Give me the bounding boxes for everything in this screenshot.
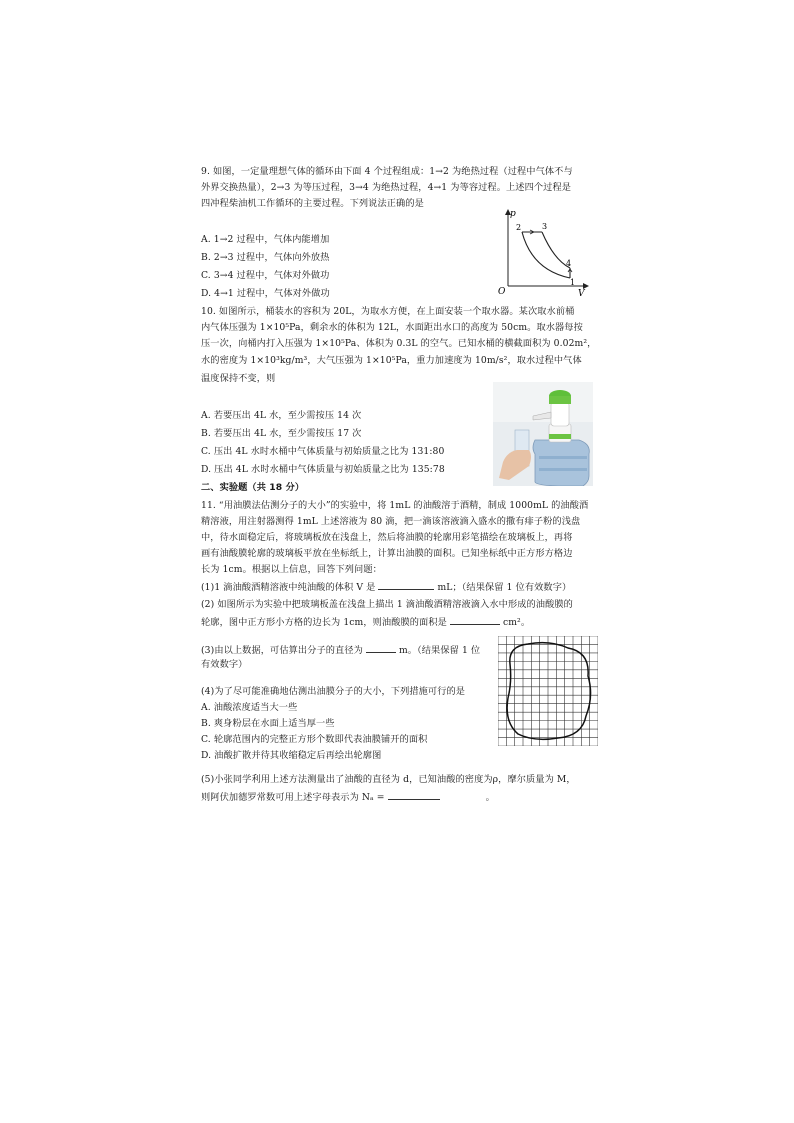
q10-option-a: A. 若要压出 4L 水，至少需按压 14 次 bbox=[201, 410, 362, 421]
q11-sub2-line-1: (2) 如图所示为实验中把玻璃板盖在浅盘上描出 1 滴油酸酒精溶液滴入水中形成的油酸膜的 bbox=[201, 599, 573, 610]
q11-sub4-stem: (4)为了尽可能准确地估测出油膜分子的大小，下列措施可行的是 bbox=[201, 686, 466, 697]
process-1-2 bbox=[522, 232, 570, 278]
q11-stem-line-1: 11. “用油膜法估测分子的大小”的实验中，将 1mL 的油酸溶于酒精，制成 1000mL 的油酸酒 bbox=[201, 500, 589, 511]
q11-sub5-text: 则阿伏加德罗常数可用上述字母表示为 Nₐ = bbox=[201, 792, 385, 803]
q11-sub1-blank[interactable] bbox=[378, 580, 434, 590]
q10-stem-line-3: 压一次，向桶内打入压强为 1×10⁵Pa、体积为 0.3L 的空气。已知水桶的横截面积为 0.02m²， bbox=[201, 338, 597, 349]
q11-sub4-option-a: A. 油酸浓度适当大一些 bbox=[201, 702, 298, 713]
q9-stem-line-1: 9. 如图，一定量理想气体的循环由下面 4 个过程组成：1→2 为绝热过程（过程中气体不与 bbox=[201, 166, 573, 177]
oil-film-grid-figure bbox=[498, 636, 598, 746]
q10-option-b: B. 若要压出 4L 水，至少需按压 17 次 bbox=[201, 428, 362, 439]
pv-cycle-diagram bbox=[492, 208, 592, 298]
q9-option-c: C. 3→4 过程中，气体对外做功 bbox=[201, 270, 330, 281]
point-2-label: 2 bbox=[516, 223, 522, 232]
q9-stem-line-2: 外界交换热量），2→3 为等压过程，3→4 为绝热过程，4→1 为等容过程。上述四个过程是 bbox=[201, 182, 572, 193]
q11-sub5-line-2 bbox=[201, 790, 495, 804]
point-3-label: 3 bbox=[542, 222, 548, 231]
q9-option-d: D. 4→1 过程中，气体对外做功 bbox=[201, 288, 330, 299]
q11-stem-line-5: 长为 1cm。根据以上信息，回答下列问题： bbox=[201, 564, 382, 575]
origin-label: O bbox=[498, 287, 506, 297]
section-2-heading: 二、实验题（共 18 分） bbox=[201, 482, 305, 493]
p-axis-label: p bbox=[510, 209, 516, 219]
point-4-label: 4 bbox=[566, 259, 572, 268]
q11-sub3-line-2: 有效数字） bbox=[201, 659, 248, 670]
q11-stem-line-3: 中，待水面稳定后，将玻璃板放在浅盘上，然后将油膜的轮廓用彩笔描绘在玻璃板上，再将 bbox=[201, 532, 573, 543]
q10-option-d: D. 压出 4L 水时水桶中气体质量与初始质量之比为 135:78 bbox=[201, 464, 445, 475]
q10-stem-line-5: 温度保持不变，则 bbox=[201, 373, 276, 384]
q11-sub1 bbox=[201, 580, 571, 594]
v-axis-label: V bbox=[578, 289, 585, 298]
q11-sub4-option-d: D. 油酸扩散并待其收缩稳定后再绘出轮廓图 bbox=[201, 750, 382, 761]
q10-stem-line-1: 10. 如图所示，桶装水的容积为 20L，为取水方便，在上面安装一个取水器。某次取水前桶 bbox=[201, 306, 575, 317]
q11-sub4-option-b: B. 爽身粉层在水面上适当厚一些 bbox=[201, 718, 335, 729]
q11-sub2-suffix: cm²。 bbox=[503, 617, 531, 628]
q9-option-a: A. 1→2 过程中，气体内能增加 bbox=[201, 234, 330, 245]
q11-sub3-line-1 bbox=[201, 643, 480, 657]
q11-sub2-line-2 bbox=[201, 615, 530, 629]
q11-sub1-suffix: mL；（结果保留 1 位有效数字） bbox=[437, 582, 572, 593]
q11-stem-line-2: 精溶液，用注射器测得 1mL 上述溶液为 80 滴，把一滴该溶液滴入盛水的撒有痱子粉的浅盘 bbox=[201, 516, 581, 527]
q11-sub5-blank[interactable] bbox=[388, 790, 440, 800]
q10-stem-line-4: 水的密度为 1×10³kg/m³，大气压强为 1×10⁵Pa，重力加速度为 10m/s²，取水过程中气体 bbox=[201, 355, 582, 366]
q11-sub5-line-1: (5)小张同学利用上述方法测量出了油酸的直径为 d，已知油酸的密度为ρ，摩尔质量为 M， bbox=[201, 774, 576, 785]
point-1-label: 1 bbox=[570, 278, 576, 287]
q11-sub2-text: 轮廓，图中正方形小方格的边长为 1cm，则油酸膜的面积是 bbox=[201, 617, 447, 628]
oil-film-outline bbox=[507, 643, 590, 740]
q11-sub1-text: (1)1 滴油酸酒精溶液中纯油酸的体积 V 是 bbox=[201, 582, 376, 593]
q11-sub5-suffix: 。 bbox=[485, 792, 495, 803]
q11-sub2-blank[interactable] bbox=[450, 615, 500, 625]
q11-sub3-blank[interactable] bbox=[366, 643, 396, 653]
q11-sub3-text: (3)由以上数据，可估算出分子的直径为 bbox=[201, 645, 363, 656]
q11-sub4-option-c: C. 轮廓范围内的完整正方形个数即代表油膜铺开的面积 bbox=[201, 734, 428, 745]
q11-stem-line-4: 画有油酸膜轮廓的玻璃板平放在坐标纸上，计算出油膜的面积。已知坐标纸中正方形方格边 bbox=[201, 548, 573, 559]
water-dispenser-photo bbox=[493, 382, 593, 486]
q9-stem-line-3: 四冲程柴油机工作循环的主要过程。下列说法正确的是 bbox=[201, 198, 424, 209]
q10-stem-line-2: 内气体压强为 1×10⁵Pa，剩余水的体积为 12L，水面距出水口的高度为 50cm。取水器每按 bbox=[201, 322, 583, 333]
q10-option-c: C. 压出 4L 水时水桶中气体质量与初始质量之比为 131:80 bbox=[201, 446, 445, 457]
q11-sub3-suffix: m。（结果保留 1 位 bbox=[398, 645, 481, 656]
q9-option-b: B. 2→3 过程中，气体向外放热 bbox=[201, 252, 330, 263]
